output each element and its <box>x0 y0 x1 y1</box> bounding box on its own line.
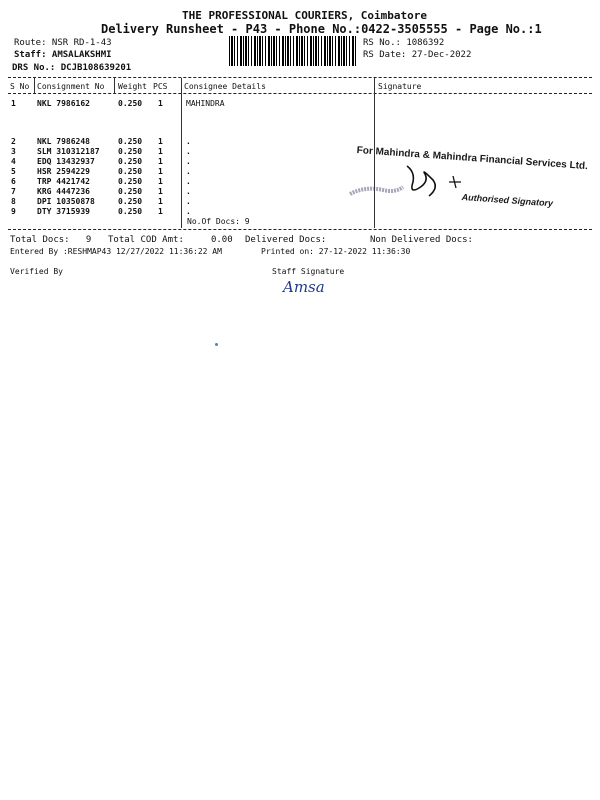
row-weight: 0.250 <box>118 99 143 108</box>
row-consignee: . <box>186 157 191 166</box>
row-pcs: 1 <box>158 137 163 146</box>
col-divider <box>181 78 182 228</box>
row-consignee: . <box>186 167 191 176</box>
barcode <box>229 36 356 66</box>
row-pcs: 1 <box>158 187 163 196</box>
non-delivered-docs: Non Delivered Docs: <box>370 235 473 245</box>
row-sno: 3 <box>11 147 16 156</box>
route-label: Route: NSR RD-1-43 <box>14 38 112 48</box>
row-pcs: 1 <box>158 99 163 108</box>
row-sno: 1 <box>11 99 16 108</box>
header-pcs: PCS <box>153 82 168 91</box>
row-weight: 0.250 <box>118 167 143 176</box>
row-consignment: EDQ 13432937 <box>37 157 95 166</box>
staff-handwritten-signature: Amsa <box>283 278 325 296</box>
row-consignment: SLM 310312187 <box>37 147 100 156</box>
stamp-company: For Mahindra & Mahindra Financial Services Ltd. <box>356 145 589 173</box>
row-consignee: . <box>186 197 191 206</box>
row-sno: 2 <box>11 137 16 146</box>
total-cod-amount: Total COD Amt: 0.00 <box>108 235 233 245</box>
header-consignment: Consignment No <box>37 82 105 91</box>
row-weight: 0.250 <box>118 157 143 166</box>
staff-label: Staff: AMSALAKSHMI <box>14 50 112 60</box>
row-weight: 0.250 <box>118 187 143 196</box>
entered-by: Entered By :RESHMAP43 12/27/2022 11:36:22 AM <box>10 247 222 256</box>
header-weight: Weight <box>118 82 147 91</box>
row-consignee: . <box>186 207 191 216</box>
verified-by: Verified By <box>10 267 63 276</box>
header-sno: S No <box>10 82 30 91</box>
table-header-rule <box>8 93 592 94</box>
row-weight: 0.250 <box>118 177 143 186</box>
drs-number: DRS No.: DCJB108639201 <box>12 63 132 73</box>
header-signature: Signature <box>378 82 422 91</box>
row-weight: 0.250 <box>118 197 143 206</box>
staff-signature-label: Staff Signature <box>272 267 345 276</box>
header-consignee: Consignee Details <box>184 82 266 91</box>
row-weight: 0.250 <box>118 147 143 156</box>
stamp-signature-mark <box>345 160 475 210</box>
rs-number: RS No.: 1086392 <box>363 38 445 48</box>
row-consignee: . <box>186 137 191 146</box>
row-consignee: . <box>186 147 191 156</box>
row-sno: 9 <box>11 207 16 216</box>
rs-date: RS Date: 27-Dec-2022 <box>363 50 472 60</box>
row-pcs: 1 <box>158 157 163 166</box>
row-consignment: TRP 4421742 <box>37 177 90 186</box>
stamp-authorised-signatory: Authorised Signatory <box>461 192 554 209</box>
row-consignee: . <box>186 187 191 196</box>
row-sno: 7 <box>11 187 16 196</box>
row-consignee: MAHINDRA <box>186 99 225 108</box>
row-consignment: NKL 7986248 <box>37 137 90 146</box>
total-docs: Total Docs: 9 <box>10 235 92 245</box>
row-consignment: DPI 10350878 <box>37 197 95 206</box>
printed-on: Printed on: 27-12-2022 11:36:30 <box>261 247 411 256</box>
table-bottom-rule <box>8 229 592 230</box>
row-pcs: 1 <box>158 177 163 186</box>
row-weight: 0.250 <box>118 207 143 216</box>
row-sno: 6 <box>11 177 16 186</box>
table-top-rule <box>8 77 592 78</box>
row-consignment: DTY 3715939 <box>37 207 90 216</box>
row-consignment: KRG 4447236 <box>37 187 90 196</box>
col-divider <box>114 78 115 93</box>
ink-speck <box>215 343 218 346</box>
company-title: THE PROFESSIONAL COURIERS, Coimbatore <box>182 9 428 22</box>
row-weight: 0.250 <box>118 137 143 146</box>
row-pcs: 1 <box>158 197 163 206</box>
no-of-docs: No.Of Docs: 9 <box>187 217 250 226</box>
row-pcs: 1 <box>158 147 163 156</box>
row-pcs: 1 <box>158 207 163 216</box>
row-consignment: HSR 2594229 <box>37 167 90 176</box>
row-sno: 5 <box>11 167 16 176</box>
row-sno: 4 <box>11 157 16 166</box>
row-consignment: NKL 7986162 <box>37 99 90 108</box>
col-divider <box>34 78 35 93</box>
row-sno: 8 <box>11 197 16 206</box>
row-pcs: 1 <box>158 167 163 176</box>
runsheet-subtitle: Delivery Runsheet - P43 - Phone No.:0422-3505555 - Page No.:1 <box>101 22 542 36</box>
row-consignee: . <box>186 177 191 186</box>
delivered-docs: Delivered Docs: <box>245 235 327 245</box>
